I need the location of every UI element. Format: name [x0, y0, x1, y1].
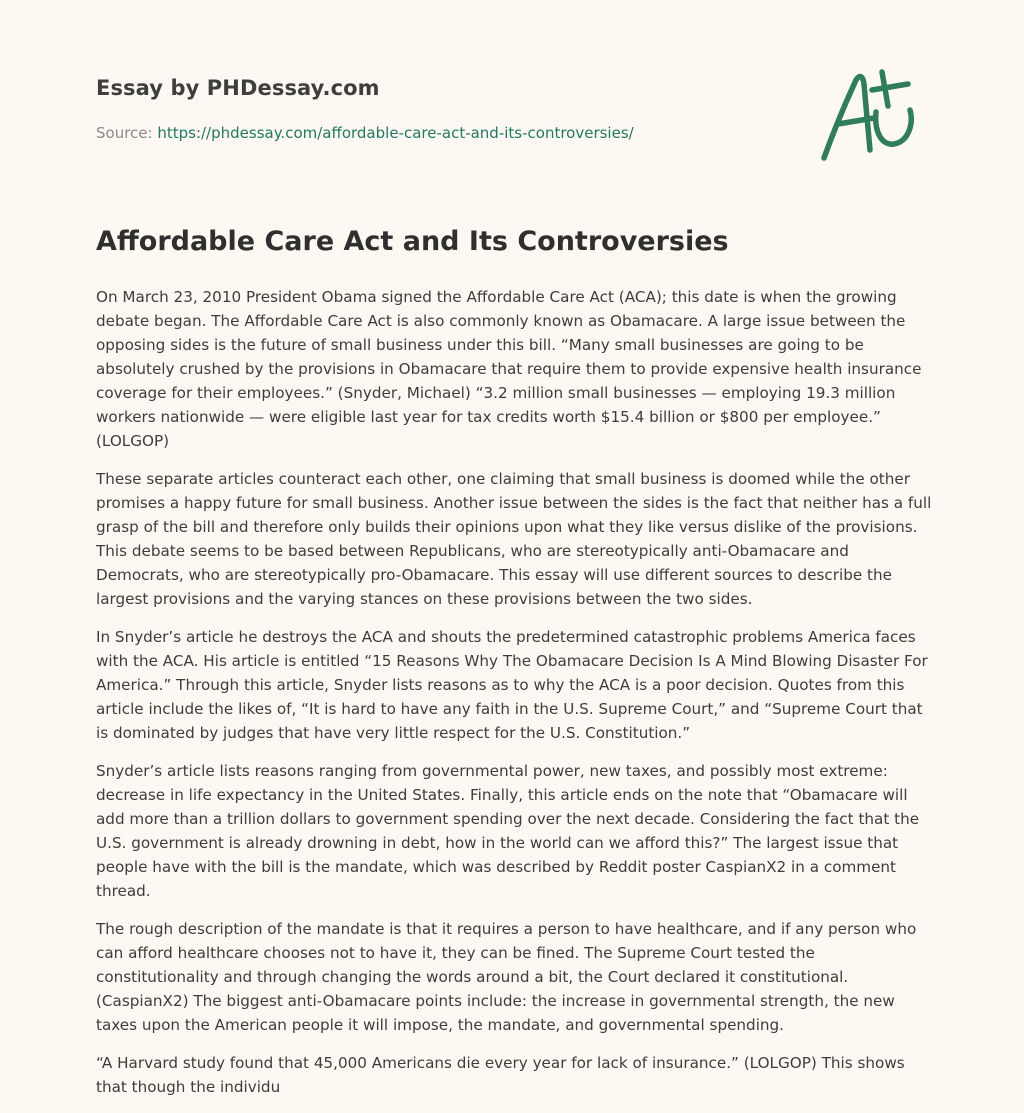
essay-paragraph: These separate articles counteract each other, one claiming that small business is doomed while the other promises a happy future for small business. Another issue between the sides is the fact that neither has a full grasp of the bill and therefore only builds their opinions upon what they like versus dislike of the provisions. This debate seems to be based between Republicans, who are stereotypically anti-Obamacare and Democrats, who are stereotypically pro-Obamacare. This essay will use different sources to describe the largest provisions and the varying stances on these provisions between the two sides.: [96, 470, 932, 608]
essay-paragraph: In Snyder’s article he destroys the ACA and shouts the predetermined catastrophic problems America faces with the ACA. His article is entitled “15 Reasons Why The Obamacare Decision Is A Mind Blowing Disaster For America.” Through this article, Snyder lists reasons as to why the ACA is a poor decision. Quotes from this article include the likes of, “It is hard to have any faith in the U.S. Supreme Court,” and “Supreme Court that is dominated by judges that have very little respect for the U.S. Constitution.”: [96, 628, 928, 742]
a-plus-logo-icon: [818, 66, 928, 166]
essay-title: Affordable Care Act and Its Controversies: [96, 226, 729, 257]
site-name: Essay by PHDessay.com: [96, 76, 380, 100]
source-label: Source:: [96, 124, 158, 142]
essay-paragraph: Snyder’s article lists reasons ranging from governmental power, new taxes, and possibly most extreme: decrease in life expectancy in the United States. Finally, this article ends on the note that “Obamacare will add more than a trillion dollars to government spending over the next decade. Considering the fact that the U.S. government is already drowning in debt, how in the world can we afford this?” The largest issue that people have with the bill is the mandate, which was described by Reddit poster CaspianX2 in a comment thread.: [96, 762, 920, 900]
source-link[interactable]: https://phdessay.com/affordable-care-act-and-its-controversies/: [157, 124, 634, 142]
essay-paragraph: On March 23, 2010 President Obama signed the Affordable Care Act (ACA); this date is when the growing debate began. The Affordable Care Act is also commonly known as Obamacare. A large issue between the opposing sides is the future of small business under this bill. “Many small businesses are going to be absolutely crushed by the provisions in Obamacare that require them to provide expensive health insurance coverage for their employees.” (Snyder, Michael) “3.2 million small businesses — employing 19.3 million workers nationwide — were eligible last year for tax credits worth $15.4 billion or $800 per employee.” (LOLGOP): [96, 288, 922, 450]
source-line: [96, 124, 634, 142]
essay-paragraph-truncated: “A Harvard study found that 45,000 Americans die every year for lack of insurance.” (LOLGOP) This shows that though the individu: [96, 1054, 905, 1096]
essay-body: [96, 285, 932, 1113]
essay-paragraph: The rough description of the mandate is that it requires a person to have healthcare, and if any person who can afford healthcare chooses not to have it, they can be fined. The Supreme Court tested the constitutionality and through changing the words around a bit, the Court declared it constitutional. (CaspianX2) The biggest anti-Obamacare points include: the increase in governmental strength, the new taxes upon the American people it will impose, the mandate, and governmental spending.: [96, 920, 917, 1034]
